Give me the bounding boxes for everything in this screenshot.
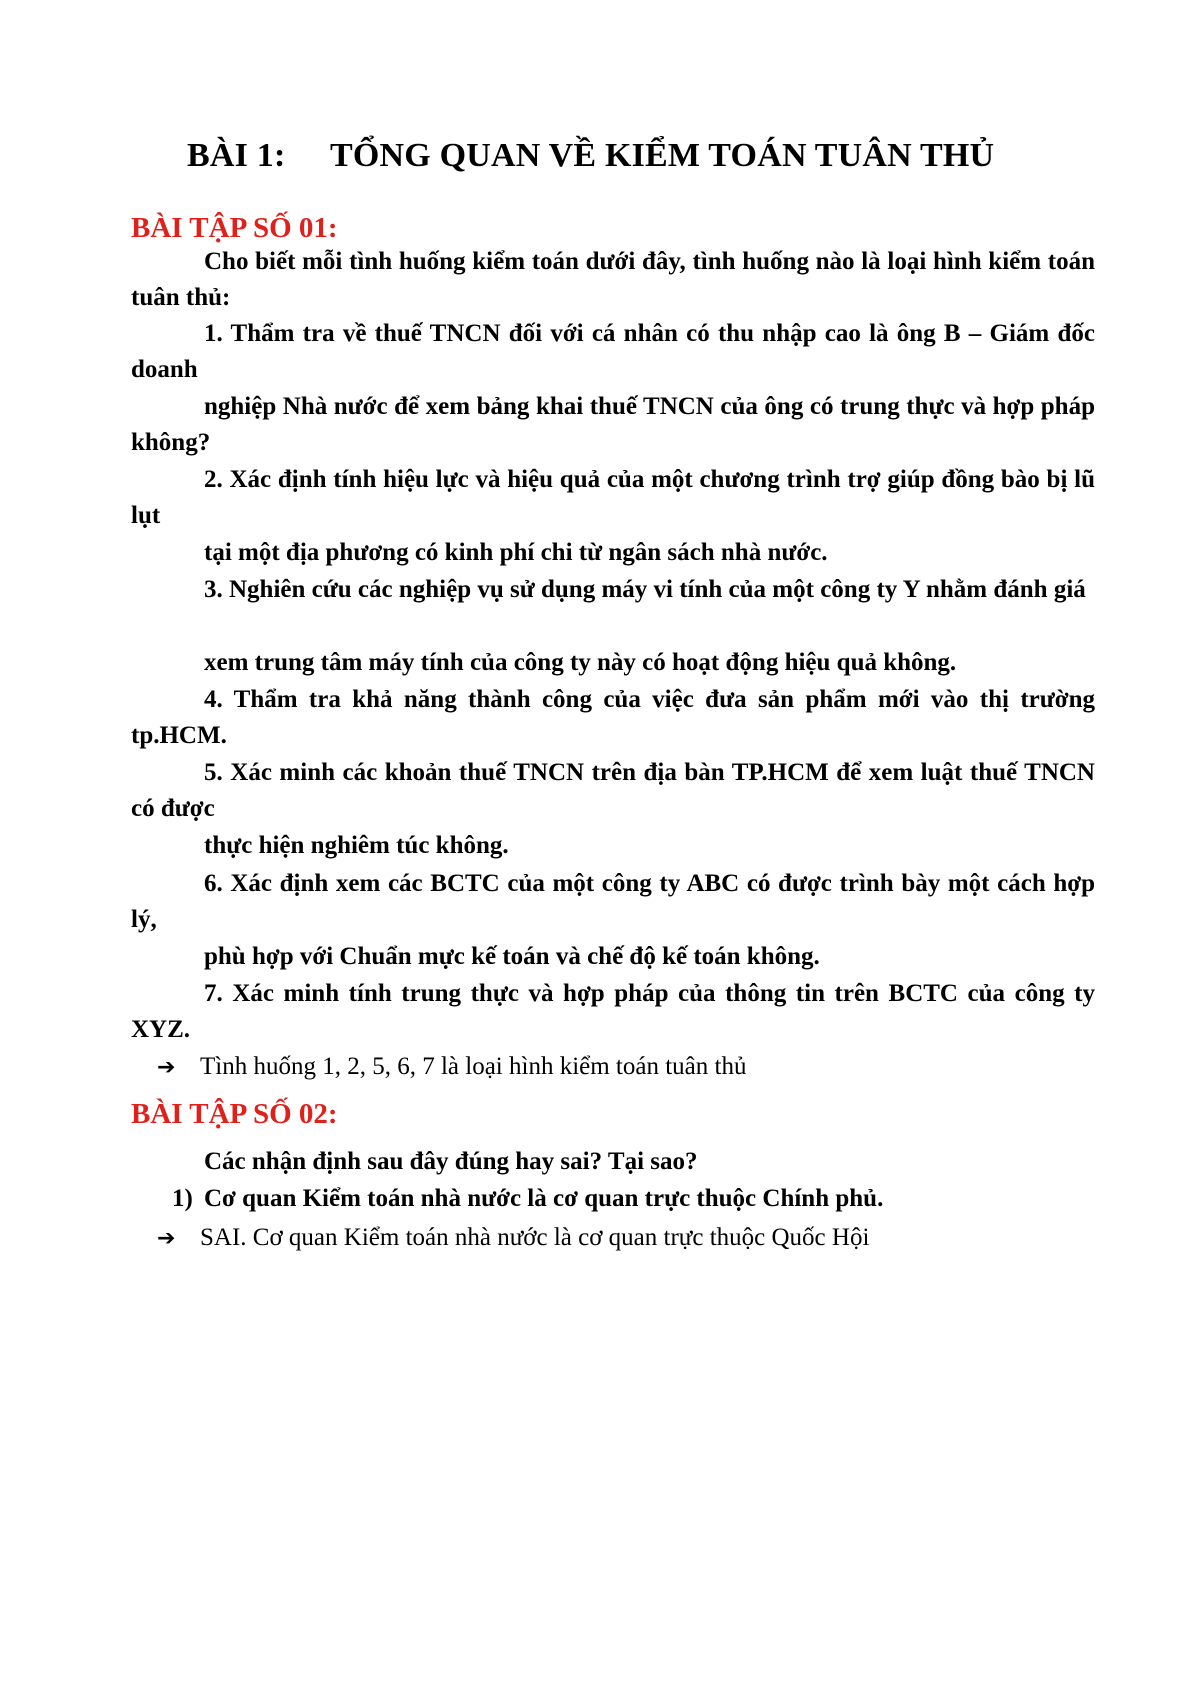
item-3-text: 3. Nghiên cứu các nghiệp vụ sử dụng máy vi tính của một công ty Y nhằm đánh giá <box>204 576 1086 603</box>
page-title <box>187 137 994 175</box>
item-2-text: 2. Xác định tính hiệu lực và hiệu quả của một chương trình trợ giúp đồng bào bị lũ lụt <box>131 466 1095 529</box>
section2-item-1-text: Cơ quan Kiểm toán nhà nước là cơ quan trực thuộc Chính phủ. <box>204 1185 884 1212</box>
section1-intro: Cho biết mỗi tình huống kiểm toán dưới đây, tình huống nào là loại hình kiểm toán tuân thủ: <box>131 248 1095 311</box>
item-5-continuation: thực hiện nghiêm túc không. <box>204 832 509 859</box>
arrow-right-icon: ➔ <box>157 1226 176 1251</box>
item-4-text: 4. Thẩm tra khả năng thành công của việc đưa sản phẩm mới vào thị trường tp.HCM. <box>131 686 1095 749</box>
section2-answer-text: SAI. Cơ quan Kiểm toán nhà nước là cơ quan trực thuộc Quốc Hội <box>200 1224 870 1251</box>
item-3-continuation: xem trung tâm máy tính của công ty này có hoạt động hiệu quả không. <box>204 649 957 676</box>
item-6-continuation: phù hợp với Chuẩn mực kế toán và chế độ kế toán không. <box>204 943 820 970</box>
section-heading-1: BÀI TẬP SỐ 01: <box>131 212 338 244</box>
section2-intro: Các nhận định sau đây đúng hay sai? Tại sao? <box>204 1148 698 1175</box>
item-5-text: 5. Xác minh các khoản thuế TNCN trên địa bàn TP.HCM để xem luật thuế TNCN có được <box>131 759 1095 822</box>
section2-answer <box>157 1220 869 1257</box>
item-1-text: 1. Thẩm tra về thuế TNCN đối với cá nhân có thu nhập cao là ông B – Giám đốc doanh <box>131 320 1095 383</box>
section1-answer <box>157 1049 746 1086</box>
section2-item-1 <box>172 1181 883 1217</box>
item-marker: 1) <box>172 1185 193 1212</box>
item-1-continuation <box>131 389 1095 461</box>
item-7-text: 7. Xác minh tính trung thực và hợp pháp của thông tin trên BCTC của công ty XYZ. <box>131 980 1095 1043</box>
title-number: BÀI 1: <box>187 137 286 174</box>
arrow-right-icon: ➔ <box>157 1055 176 1080</box>
title-text: TỔNG QUAN VỀ KIỂM TOÁN TUÂN THỦ <box>330 137 995 174</box>
section1-answer-text: Tình huống 1, 2, 5, 6, 7 là loại hình kiểm toán tuân thủ <box>200 1053 747 1080</box>
item-1-continuation-text: nghiệp Nhà nước để xem bảng khai thuế TNCN của ông có trung thực và hợp pháp không? <box>131 393 1095 456</box>
item-6-text: 6. Xác định xem các BCTC của một công ty ABC có được trình bày một cách hợp lý, <box>131 870 1095 933</box>
section-heading-2: BÀI TẬP SỐ 02: <box>131 1098 338 1130</box>
item-2-continuation: tại một địa phương có kinh phí chi từ ngân sách nhà nước. <box>204 539 828 566</box>
